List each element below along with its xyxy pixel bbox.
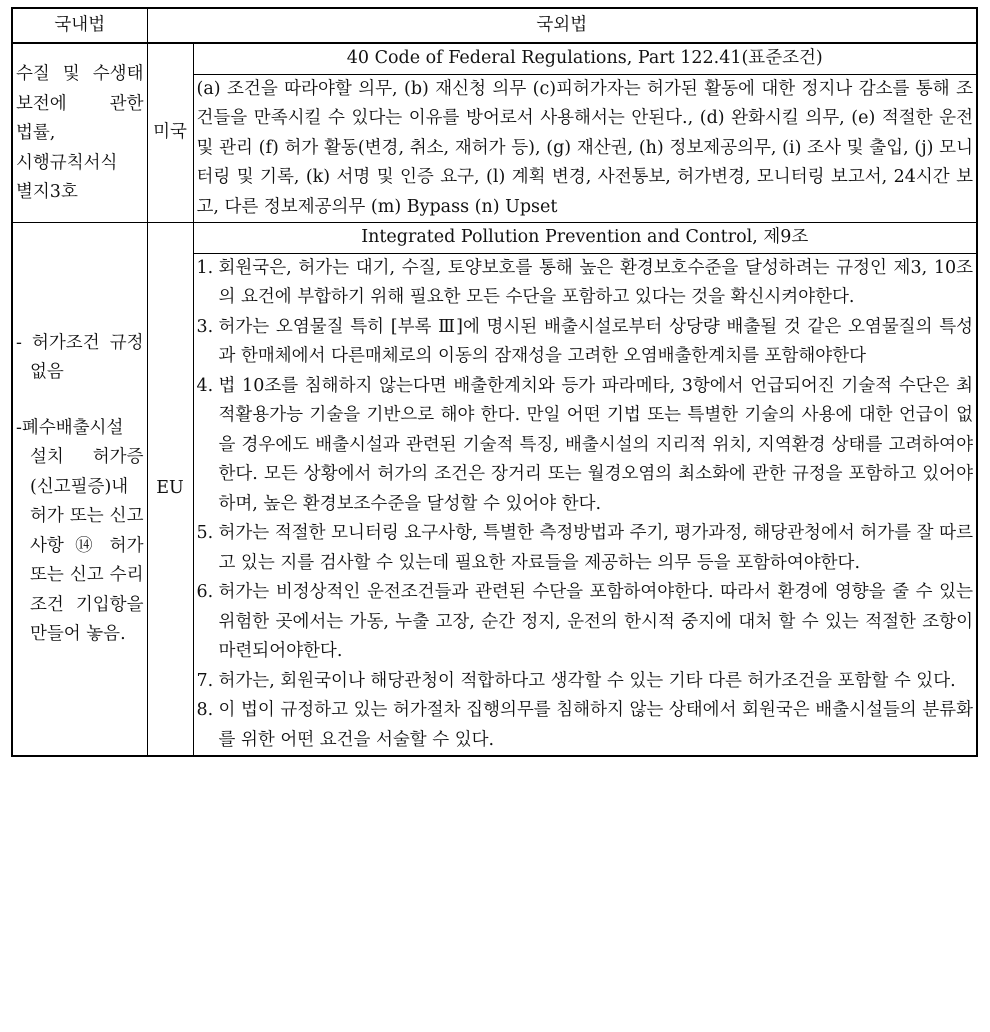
- header-foreign-law: 국외법: [147, 8, 977, 43]
- law-comparison-table: [11, 7, 978, 757]
- list-item: 8. 이 법이 규정하고 있는 허가절차 집행의무를 침해하지 않는 상태에서 회원국은 배출시설들의 분류화를 위한 어떤 요건을 서술할 수 있다.: [196, 700, 973, 750]
- domestic-law-cell: 수질 및 수생태 보전에 관한 법률, 시행규칙서식 별지3호: [12, 43, 147, 223]
- country-eu: EU: [147, 223, 193, 757]
- list-item: 5. 허가는 적절한 모니터링 요구사항, 특별한 측정방법과 주기, 평가과정, 해당관청에서 허가를 잘 따르고 있는 지를 검사할 수 있는데 필요한 자료들을 제공하는 의무 등을 포함하여야한다.: [196, 523, 973, 573]
- country-usa: 미국: [147, 43, 193, 223]
- source-title-usa: 40 Code of Federal Regulations, Part 122.41(표준조건): [193, 43, 977, 74]
- header-row: [12, 8, 977, 43]
- domestic-law-notes-cell: [12, 223, 147, 757]
- domestic-note-permit-form: -폐수배출시설 설치 허가증(신고필증)내 허가 또는 신고 사항 ⑭ 허가 또는 신고 수리 조건 기입항을 만들어 놓음.: [16, 417, 144, 644]
- table-row-eu-source: [12, 223, 977, 254]
- usa-standard-conditions-text: (a) 조건을 따라야할 의무, (b) 재신청 의무 (c)피허가자는 허가된 활동에 대한 정지나 감소를 통해 조건들을 만족시킬 수 있다는 이유를 방어로서 사용해서는 안된다., (d) 완화시킬 의무, (e) 적절한 운전 및 관리 (f) 허가 활동(변경, 취소, 재허가 등), (g) 재산권, (h) 정보제공의무, (i) 조사 및 출입, (j) 모니터링 및 기록, (k) 서명 및 인증 요구, (l) 계획 변경, 사전통보, 허가변경, 모니터링 보고서, 24시간 보고, 다른 정보제공의무 (m) Bypass (n) Upset: [193, 74, 977, 223]
- eu-clauses-cell: [193, 253, 977, 756]
- list-item: 3. 허가는 오염물질 특히 [부록 Ⅲ]에 명시된 배출시설로부터 상당량 배출될 것 같은 오염물질의 특성과 한매체에서 다른매체로의 이동의 잠재성을 고려한 오염배출한계치를 포함해야한다: [196, 316, 973, 366]
- header-domestic-law: 국내법: [12, 8, 147, 43]
- table-row-usa-source: [12, 43, 977, 74]
- source-title-eu: Integrated Pollution Prevention and Control, 제9조: [193, 223, 977, 254]
- list-item: 4. 법 10조를 침해하지 않는다면 배출한계치와 등가 파라메타, 3항에서 언급되어진 기술적 수단은 최적활용가능 기술을 기반으로 해야 한다. 만일 어떤 기법 또는 특별한 기술의 사용에 대한 언급이 없을 경우에도 배출시설과 관련된 기술적 특징, 배출시설의 지리적 위치, 지역환경 상태를 고려하여야 한다. 모든 상황에서 허가의 조건은 장거리 또는 월경오염의 최소화에 관한 규정을 포함하고 있어야 하며, 높은 환경보조수준을 달성할 수 있어야 한다.: [196, 375, 973, 514]
- list-item: 6. 허가는 비정상적인 운전조건들과 관련된 수단을 포함하여야한다. 따라서 환경에 영향을 줄 수 있는 위험한 곳에서는 가동, 누출 고장, 순간 정지, 운전의 한시적 중지에 대처 할 수 있는 적절한 조항이 마련되어야한다.: [196, 582, 973, 661]
- eu-clause-list: [197, 254, 974, 756]
- list-item: 1. 회원국은, 허가는 대기, 수질, 토양보호를 통해 높은 환경보호수준을 달성하려는 규정인 제3, 10조의 요건에 부합하기 위해 필요한 모든 수단을 포함하고 있다는 것을 확신시켜야한다.: [196, 257, 973, 307]
- domestic-note-no-permit-conditions: - 허가조건 규정 없음: [16, 332, 144, 382]
- list-item: 7. 허가는, 회원국이나 해당관청이 적합하다고 생각할 수 있는 기타 다른 허가조건을 포함할 수 있다.: [196, 670, 956, 691]
